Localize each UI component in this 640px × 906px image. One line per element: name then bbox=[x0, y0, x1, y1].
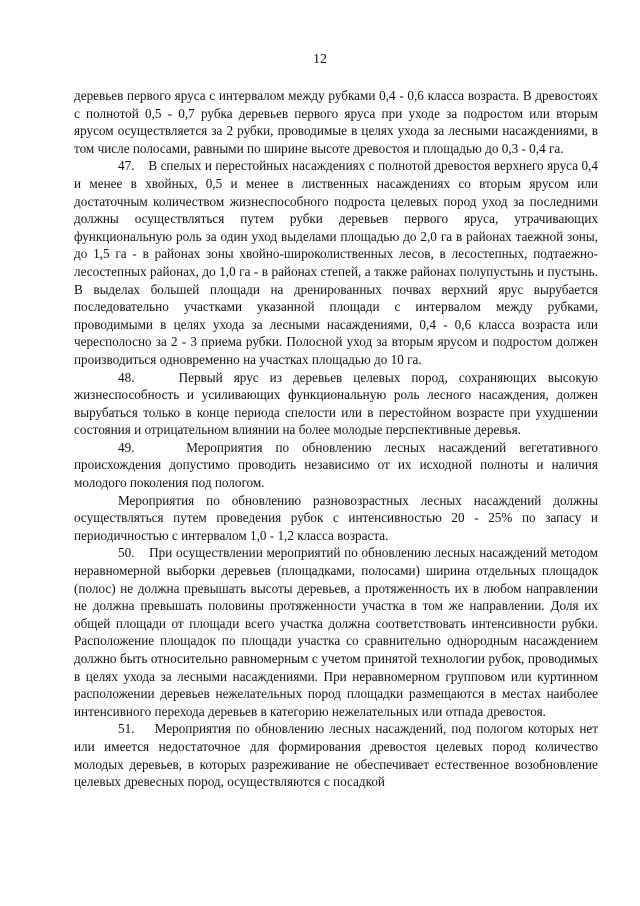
paragraph-49: 49. Мероприятия по обновлению лесных насаждений вегетативного происхождения допустимо проводить независимо от их исходной полноты и наличия молодого поколения под пологом. bbox=[74, 439, 598, 491]
page-number: 12 bbox=[313, 52, 327, 67]
paragraph-48: 48. Первый ярус из деревьев целевых пород, сохраняющих высокую жизнеспособность и усиливающих функциональную роль лесного насаждения, должен вырубаться только в конце периода спелости или в перестойном возрасте при ухудшении состояния и отрицательном влиянии на более молодые перспективные деревья. bbox=[74, 369, 598, 438]
document-body bbox=[74, 87, 598, 791]
paragraph-51: 51. Мероприятия по обновлению лесных насаждений, под пологом которых нет или имеется недостаточное для формирования древостоя целевых пород количество молодых деревьев, в которых разреживание не обеспечивает естественное возобновление целевых древесных пород, осуществляются с посадкой bbox=[74, 721, 598, 790]
paragraph-49-continued: Мероприятия по обновлению разновозрастных лесных насаждений должны осуществляться путем проведения рубок с интенсивностью 20 - 25% по запасу и периодичностью с интервалом 1,0 - 1,2 класса возраста. bbox=[74, 492, 598, 543]
paragraph-continuation: деревьев первого яруса с интервалом между рубками 0,4 - 0,6 класса возраста. В древостоях с полнотой 0,5 - 0,7 рубка деревьев первого яруса при уходе за подростом или вторым ярусом осуществляется за 2 рубки, проводимые в целях ухода за лесными насаждениями, в том числе полосами, равными по ширине высоте древостоя и площадью до 0,3 - 0,4 га. bbox=[74, 88, 598, 156]
paragraph-50: 50. При осуществлении мероприятий по обновлению лесных насаждений методом неравномерной выборки деревьев (площадками, полосами) ширина отдельных площадок (полос) не должна превышать высоты деревьев, а протяженность их в любом направлении не должна превышать половины протяженности участка в том же направлении. Доля их общей площади от площади всего участка должна соответствовать интенсивности рубки. Расположение площадок по площади участка со сравнительно однородным насаждением должно быть относительно равномерным с учетом принятой технологии рубок, проводимых в целях ухода за лесными насаждениями. При неравномерном групповом или куртинном расположении деревьев нежелательных пород площадки размещаются в местах наиболее интенсивного перехода деревьев в категорию нежелательных или отпада древостоя. bbox=[74, 545, 598, 719]
paragraph-47: 47. В спелых и перестойных насаждениях с полнотой древостоя верхнего яруса 0,4 и менее в хвойных, 0,5 и менее в лиственных насаждениях со вторым ярусом или достаточным количеством жизнеспособного подроста целевых пород уход за последними должны осуществляться путем рубки деревьев первого яруса, утрачивающих функциональную роль за один уход выделами площадью до 2,0 га в районах таежной зоны, до 1,5 га - в районах зоны хвойно-широколиственных лесов, в лесостепных, подтаежно-лесостепных районах, до 1,0 га - в районах степей, а также районах полупустынь и пустынь. В выделах большей площади на дренированных почвах верхний ярус вырубается последовательно участками указанной площади с интервалом между рубками, проводимыми в целях ухода за лесными насаждениями, 0,4 - 0,6 класса возраста или чересполосно за 2 - 3 приема рубки. Полосной уход за вторым ярусом и подростом должен производиться одновременно на участках площадью до 10 га. bbox=[74, 158, 598, 367]
